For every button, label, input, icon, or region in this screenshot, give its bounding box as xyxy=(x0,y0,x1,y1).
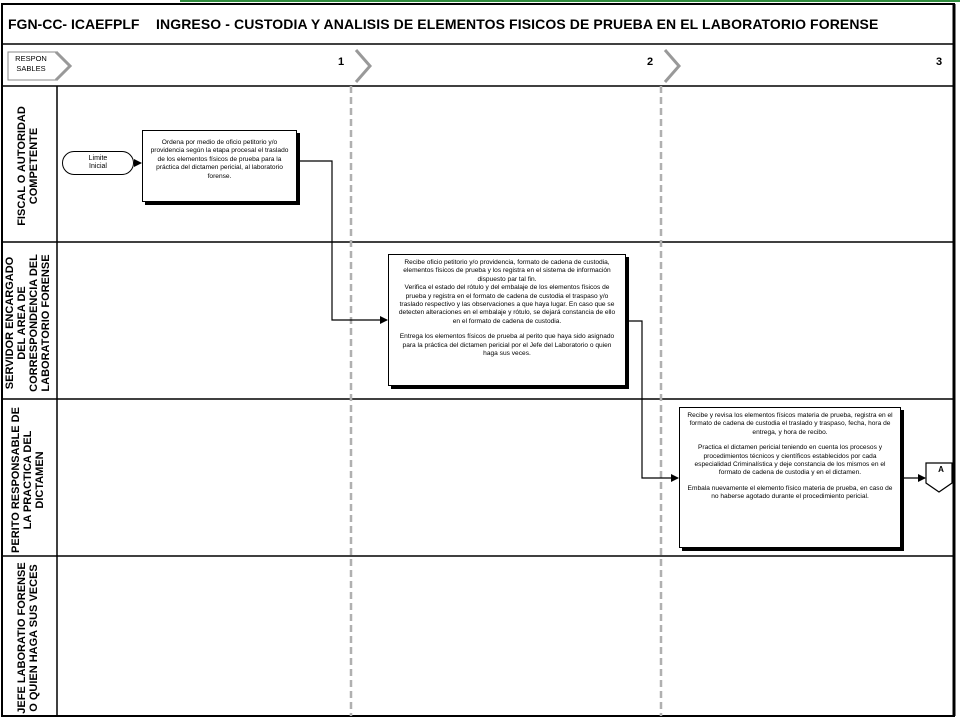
column-number-1: 1 xyxy=(338,56,345,68)
box2-text-1: Recibe oficio petitorio y/o providencia, formato de cadena de custodia, elementos físicos de prueba y los registra en el sistema de información dispuesto par tal fin. Verifica el estado del rótulo y del embalaje de los elementos físicos de prueba y registra en el formato de cadena de custodia el traspaso y/o traslado respectivo y las observaciones a que haya lugar. En caso que se detecten alteraciones en el embalaje y rótulo, se dejará constancia de ello en el formato de cadena de custodia. xyxy=(398,259,616,325)
arrow-box1-to-box2 xyxy=(298,161,387,320)
box3-text-3: Embala nuevamente el elemento físico materia de prueba, en caso de no haberse agotado durante el procedimiento pericial. xyxy=(687,484,893,501)
column-number-3: 3 xyxy=(936,56,943,68)
box3-text-1: Recibe y revisa los elementos físicos materia de prueba, registra en el formato de cadena de custodia el traslado y traspaso, fecha, hora de entrega, y hora de recibo. xyxy=(687,412,893,436)
box1-text: Ordena por medio de oficio petitorio y/o providencia según la etapa procesal el traslado de los elementos físicos de prueba para la práctica del dictamen pericial, al laboratorio forense. xyxy=(150,139,289,180)
document-code: FGN-CC- ICAEFPLF xyxy=(8,16,140,32)
lane-label-servidor: SERVIDOR ENCARGADO DEL AREA DE CORRESPONDENCIA DEL LABORATORIO FORENSE xyxy=(4,254,52,392)
chevron-2 xyxy=(665,50,679,82)
box3-text-2: Practica el dictamen pericial teniendo en cuenta los procesos y procedimientos técnicos y científicos establecidos por cada especialidad Criminalística y deje constancia de los mismos en el formato de cadena de custodia y en el dictamen. xyxy=(694,444,886,477)
offpage-connector-label: A xyxy=(938,465,944,474)
lane-label-jefe: JEFE LABORATIO FORENSE O QUIEN HAGA SUS VECES xyxy=(16,562,40,714)
chevron-1 xyxy=(356,50,370,82)
responsables-label: RESPON SABLES xyxy=(15,54,47,73)
lane-label-fiscal: FISCAL O AUTORIDAD COMPETENTE xyxy=(16,106,40,226)
process-box-2 xyxy=(388,254,626,386)
box2-text-2: Entrega los elementos físicos de prueba al perito que haya sido asignado para la práctica del dictamen pericial por el Jefe del Laboratorio o quien haga sus veces. xyxy=(399,333,615,358)
document-title: INGRESO - CUSTODIA Y ANALISIS DE ELEMENTOS FISICOS DE PRUEBA EN EL LABORATORIO FORENSE xyxy=(156,16,879,32)
start-terminator: Limite Inicial xyxy=(62,151,134,175)
process-box-1 xyxy=(142,130,297,202)
process-box-3 xyxy=(679,407,901,548)
column-number-2: 2 xyxy=(647,56,654,68)
lane-label-perito: PERITO RESPONSABLE DE LA PRACTICA DEL DICTAMEN xyxy=(10,407,46,553)
